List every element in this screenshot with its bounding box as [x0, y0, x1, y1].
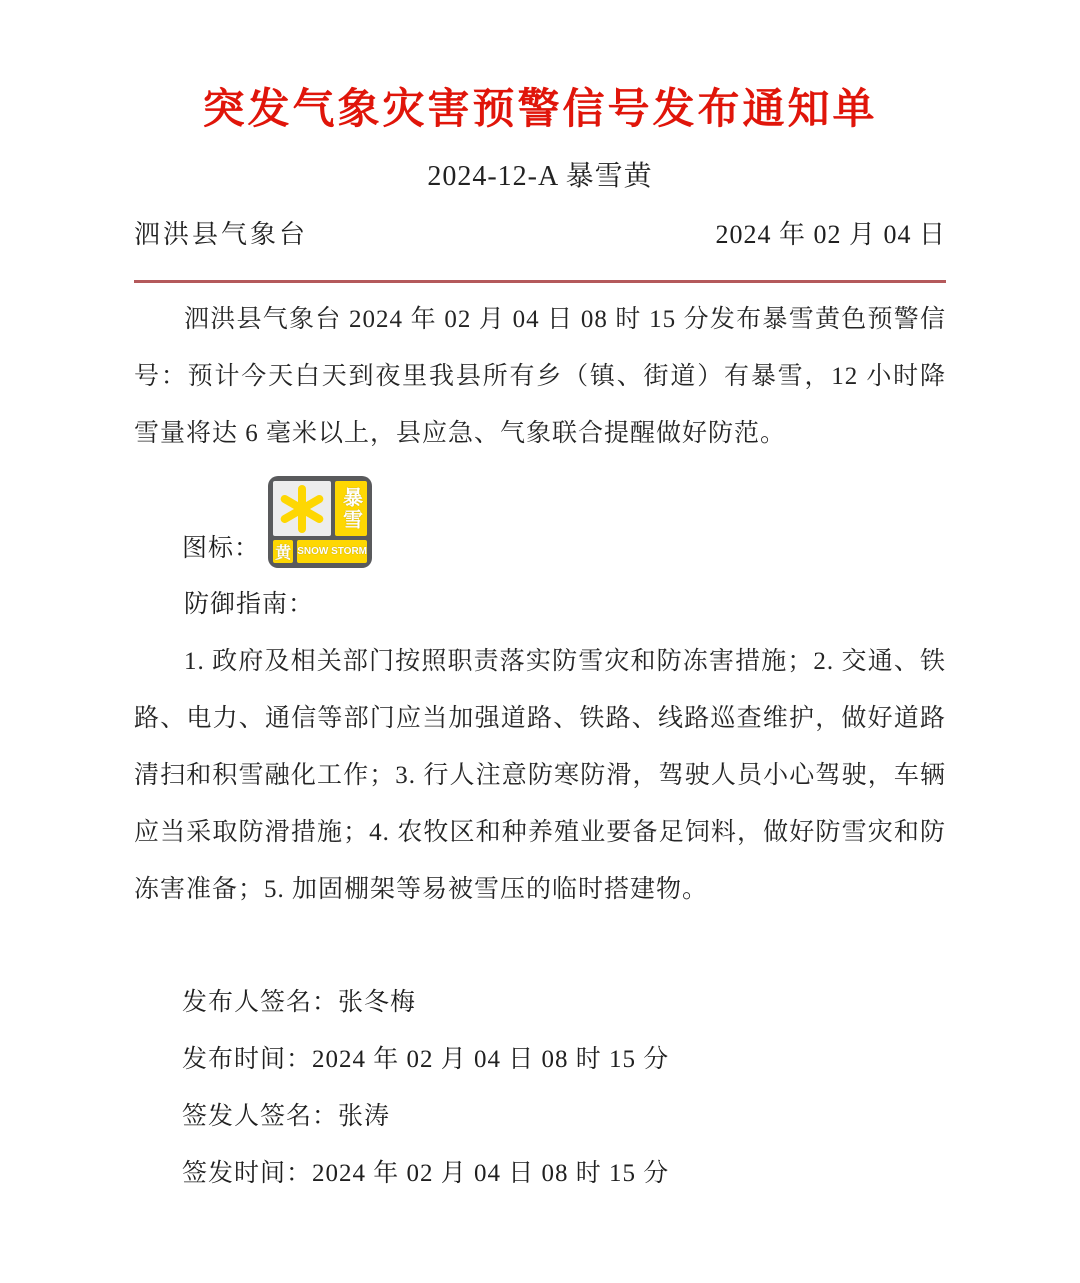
document-subtitle: 2024-12-A 暴雪黄: [427, 161, 653, 192]
publish-time-line: [134, 1031, 946, 1088]
publish-time-label: 发布时间：: [182, 1046, 313, 1073]
warning-icon-top-row: [273, 481, 367, 536]
document-title: 突发气象灾害预警信号发布通知单: [202, 87, 878, 133]
warning-icon-bottom-row: [273, 540, 367, 563]
warning-level-text: 黄: [273, 540, 293, 563]
warning-paragraph: 泗洪县气象台 2024 年 02 月 04 日 08 时 15 分发布暴雪黄色预警信号：预计今天白天到夜里我县所有乡（镇、街道）有暴雪，12 小时降雪量将达 6 毫米以上，县应急、气象联合提醒做好防范。: [134, 306, 946, 447]
sign-time-label: 签发时间：: [182, 1160, 313, 1187]
sign-time-value: 2024 年 02 月 04 日 08 时 15 分: [312, 1160, 670, 1187]
issuing-agency: 泗洪县气象台: [134, 220, 309, 249]
snowflake-cell: [273, 481, 331, 536]
guide-heading: 防御指南：: [184, 591, 315, 618]
divider-line: [134, 280, 946, 283]
warning-english-text: SNOW STORM: [297, 540, 367, 563]
publish-time-value: 2024 年 02 月 04 日 08 时 15 分: [312, 1046, 670, 1073]
meta-row: [134, 218, 946, 252]
sign-time-line: [134, 1145, 946, 1202]
snowstorm-yellow-warning-icon: [268, 476, 372, 568]
signer-label: 签发人签名：: [182, 1103, 339, 1130]
icon-row: [134, 476, 946, 568]
signature-block: [134, 974, 946, 1202]
warning-type-text: 暴雪: [335, 481, 367, 536]
publisher-signature-line: [134, 974, 946, 1031]
guidelines-paragraph: 1. 政府及相关部门按照职责落实防雪灾和防冻害措施；2. 交通、铁路、电力、通信等部门应当加强道路、铁路、线路巡查维护，做好道路清扫和积雪融化工作；3. 行人注意防寒防滑，驾驶人员小心驾驶，车辆应当采取防滑措施；4. 农牧区和种养殖业要备足饲料，做好防雪灾和防冻害准备；5. 加固棚架等易被雪压的临时搭建物。: [134, 648, 946, 903]
signer-signature-line: [134, 1088, 946, 1145]
issue-date: 2024 年 02 月 04 日: [715, 220, 946, 249]
signer-name: 张涛: [338, 1103, 391, 1130]
publisher-name: 张冬梅: [338, 989, 417, 1016]
icon-label: 图标：: [182, 535, 261, 562]
publisher-label: 发布人签名：: [182, 989, 339, 1016]
snowflake-icon: [278, 485, 326, 533]
